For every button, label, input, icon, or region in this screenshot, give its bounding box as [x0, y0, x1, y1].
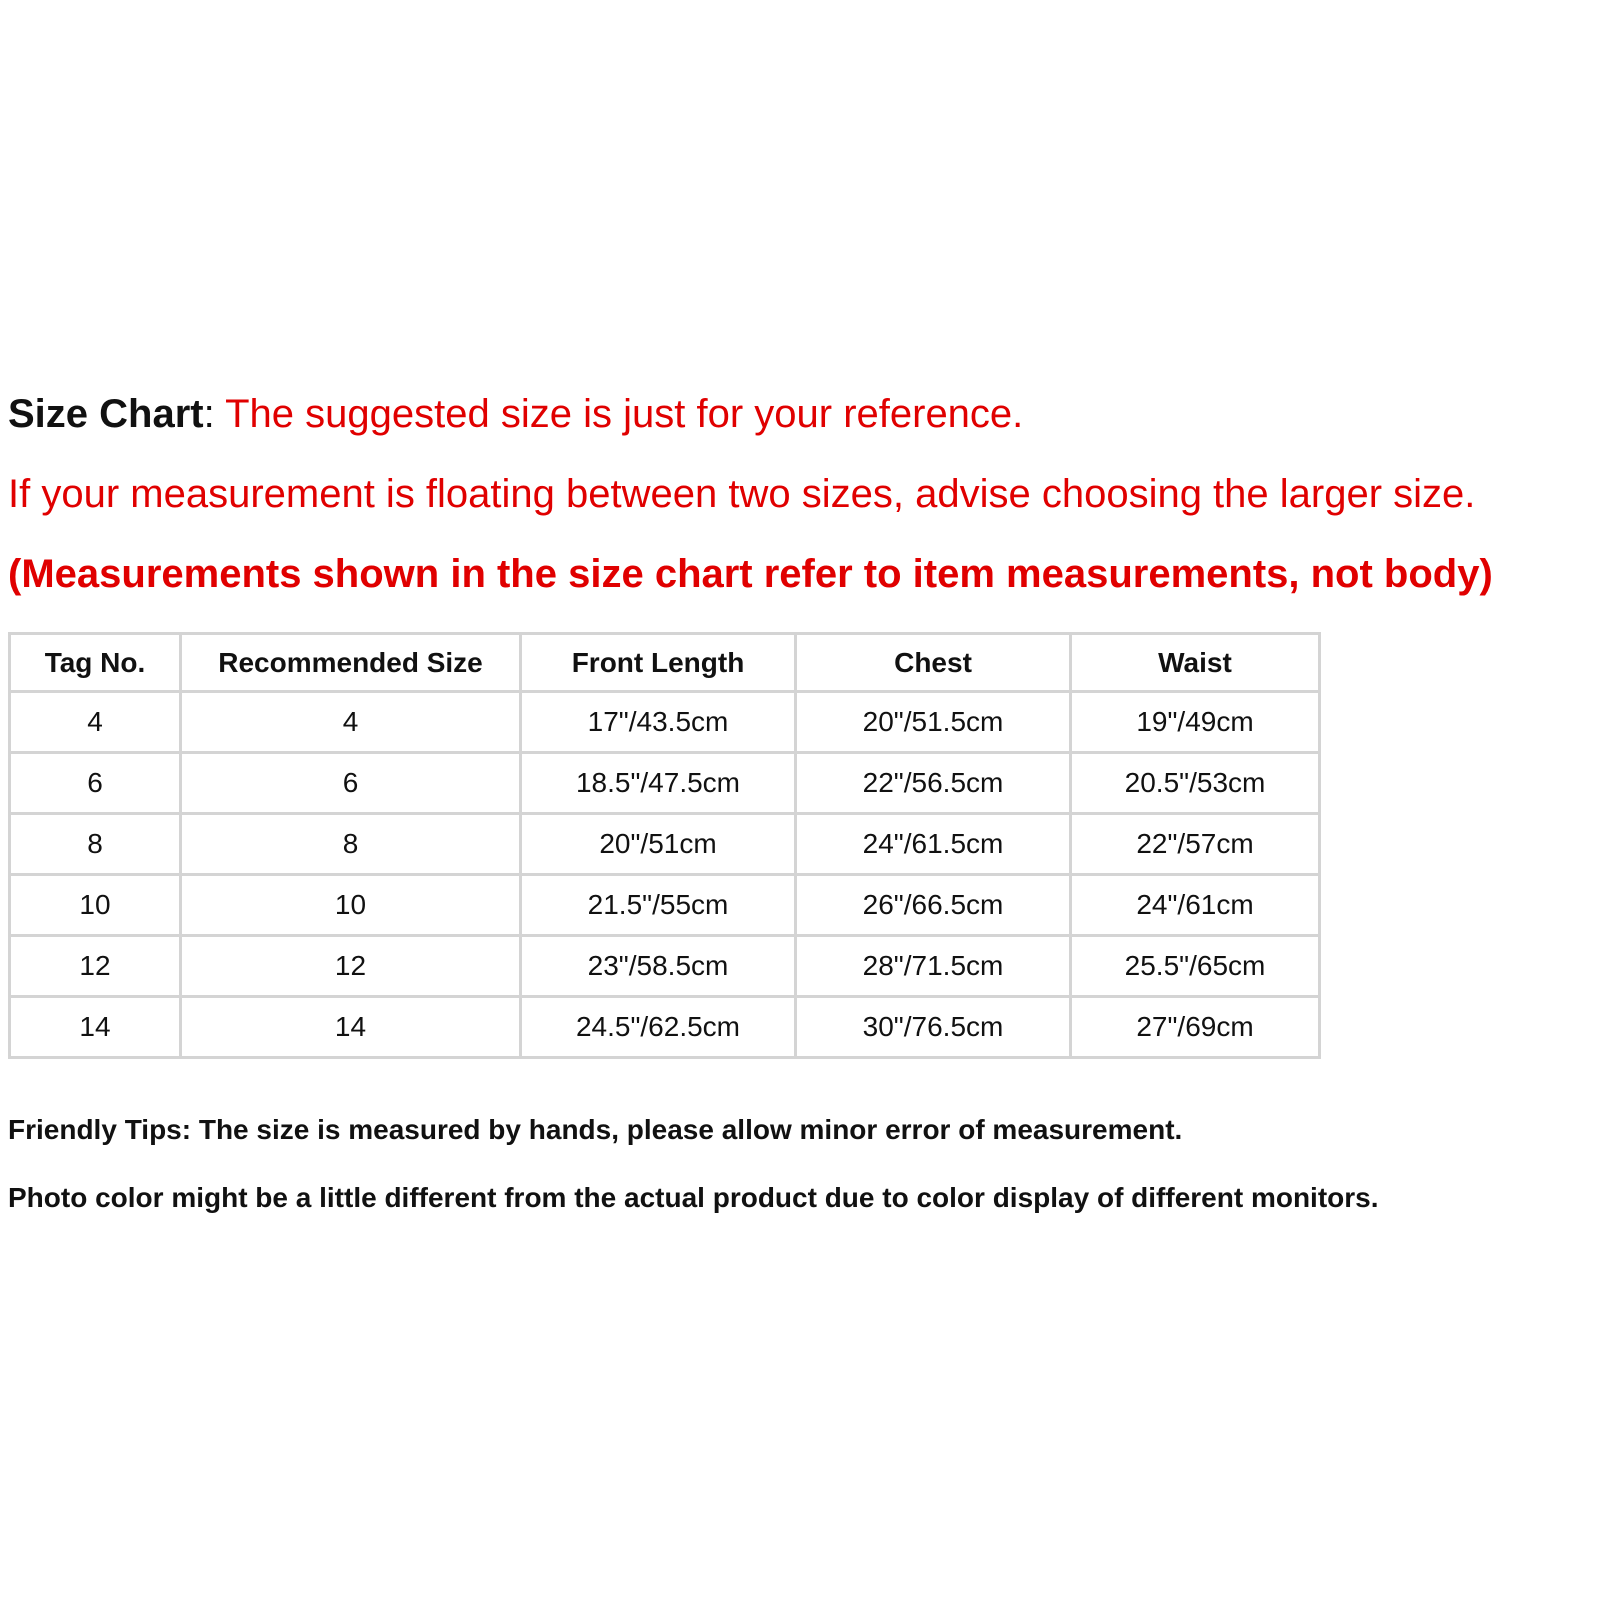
cell-chest: 28"/71.5cm — [796, 936, 1071, 997]
cell-waist: 25.5"/65cm — [1071, 936, 1320, 997]
size-table — [8, 632, 1321, 1059]
photo-color-tip: Photo color might be a little different from the actual product due to color display of different monitors. — [8, 1182, 1379, 1213]
cell-chest: 26"/66.5cm — [796, 875, 1071, 936]
size-chart-title — [8, 390, 1023, 438]
table-row — [10, 936, 1320, 997]
table-row — [10, 875, 1320, 936]
cell-front-length: 23"/58.5cm — [521, 936, 796, 997]
cell-front-length: 21.5"/55cm — [521, 875, 796, 936]
cell-waist: 20.5"/53cm — [1071, 753, 1320, 814]
cell-chest: 20"/51.5cm — [796, 692, 1071, 753]
cell-tag-no: 12 — [10, 936, 181, 997]
friendly-tip: Friendly Tips: The size is measured by hands, please allow minor error of measurement. — [8, 1114, 1183, 1145]
cell-tag-no: 4 — [10, 692, 181, 753]
cell-front-length: 20"/51cm — [521, 814, 796, 875]
cell-waist: 19"/49cm — [1071, 692, 1320, 753]
cell-chest: 22"/56.5cm — [796, 753, 1071, 814]
table-row — [10, 753, 1320, 814]
cell-tag-no: 6 — [10, 753, 181, 814]
title-label: Size Chart — [8, 392, 204, 436]
cell-tag-no: 8 — [10, 814, 181, 875]
cell-front-length: 24.5"/62.5cm — [521, 997, 796, 1058]
table-row — [10, 814, 1320, 875]
header-recommended-size: Recommended Size — [181, 634, 521, 692]
cell-front-length: 17"/43.5cm — [521, 692, 796, 753]
header-tag-no: Tag No. — [10, 634, 181, 692]
cell-recommended-size: 6 — [181, 753, 521, 814]
cell-recommended-size: 10 — [181, 875, 521, 936]
cell-chest: 30"/76.5cm — [796, 997, 1071, 1058]
cell-chest: 24"/61.5cm — [796, 814, 1071, 875]
size-advice-text: If your measurement is floating between two sizes, advise choosing the larger size. — [8, 472, 1476, 516]
cell-waist: 24"/61cm — [1071, 875, 1320, 936]
cell-waist: 27"/69cm — [1071, 997, 1320, 1058]
cell-front-length: 18.5"/47.5cm — [521, 753, 796, 814]
table-header-row — [10, 634, 1320, 692]
cell-waist: 22"/57cm — [1071, 814, 1320, 875]
cell-tag-no: 14 — [10, 997, 181, 1058]
table-row — [10, 997, 1320, 1058]
cell-recommended-size: 8 — [181, 814, 521, 875]
header-front-length: Front Length — [521, 634, 796, 692]
header-chest: Chest — [796, 634, 1071, 692]
title-text: The suggested size is just for your reference. — [225, 392, 1024, 436]
cell-recommended-size: 12 — [181, 936, 521, 997]
measurement-note: (Measurements shown in the size chart refer to item measurements, not body) — [8, 552, 1493, 596]
table-row — [10, 692, 1320, 753]
header-waist: Waist — [1071, 634, 1320, 692]
cell-recommended-size: 4 — [181, 692, 521, 753]
cell-tag-no: 10 — [10, 875, 181, 936]
cell-recommended-size: 14 — [181, 997, 521, 1058]
title-colon: : — [203, 392, 226, 436]
